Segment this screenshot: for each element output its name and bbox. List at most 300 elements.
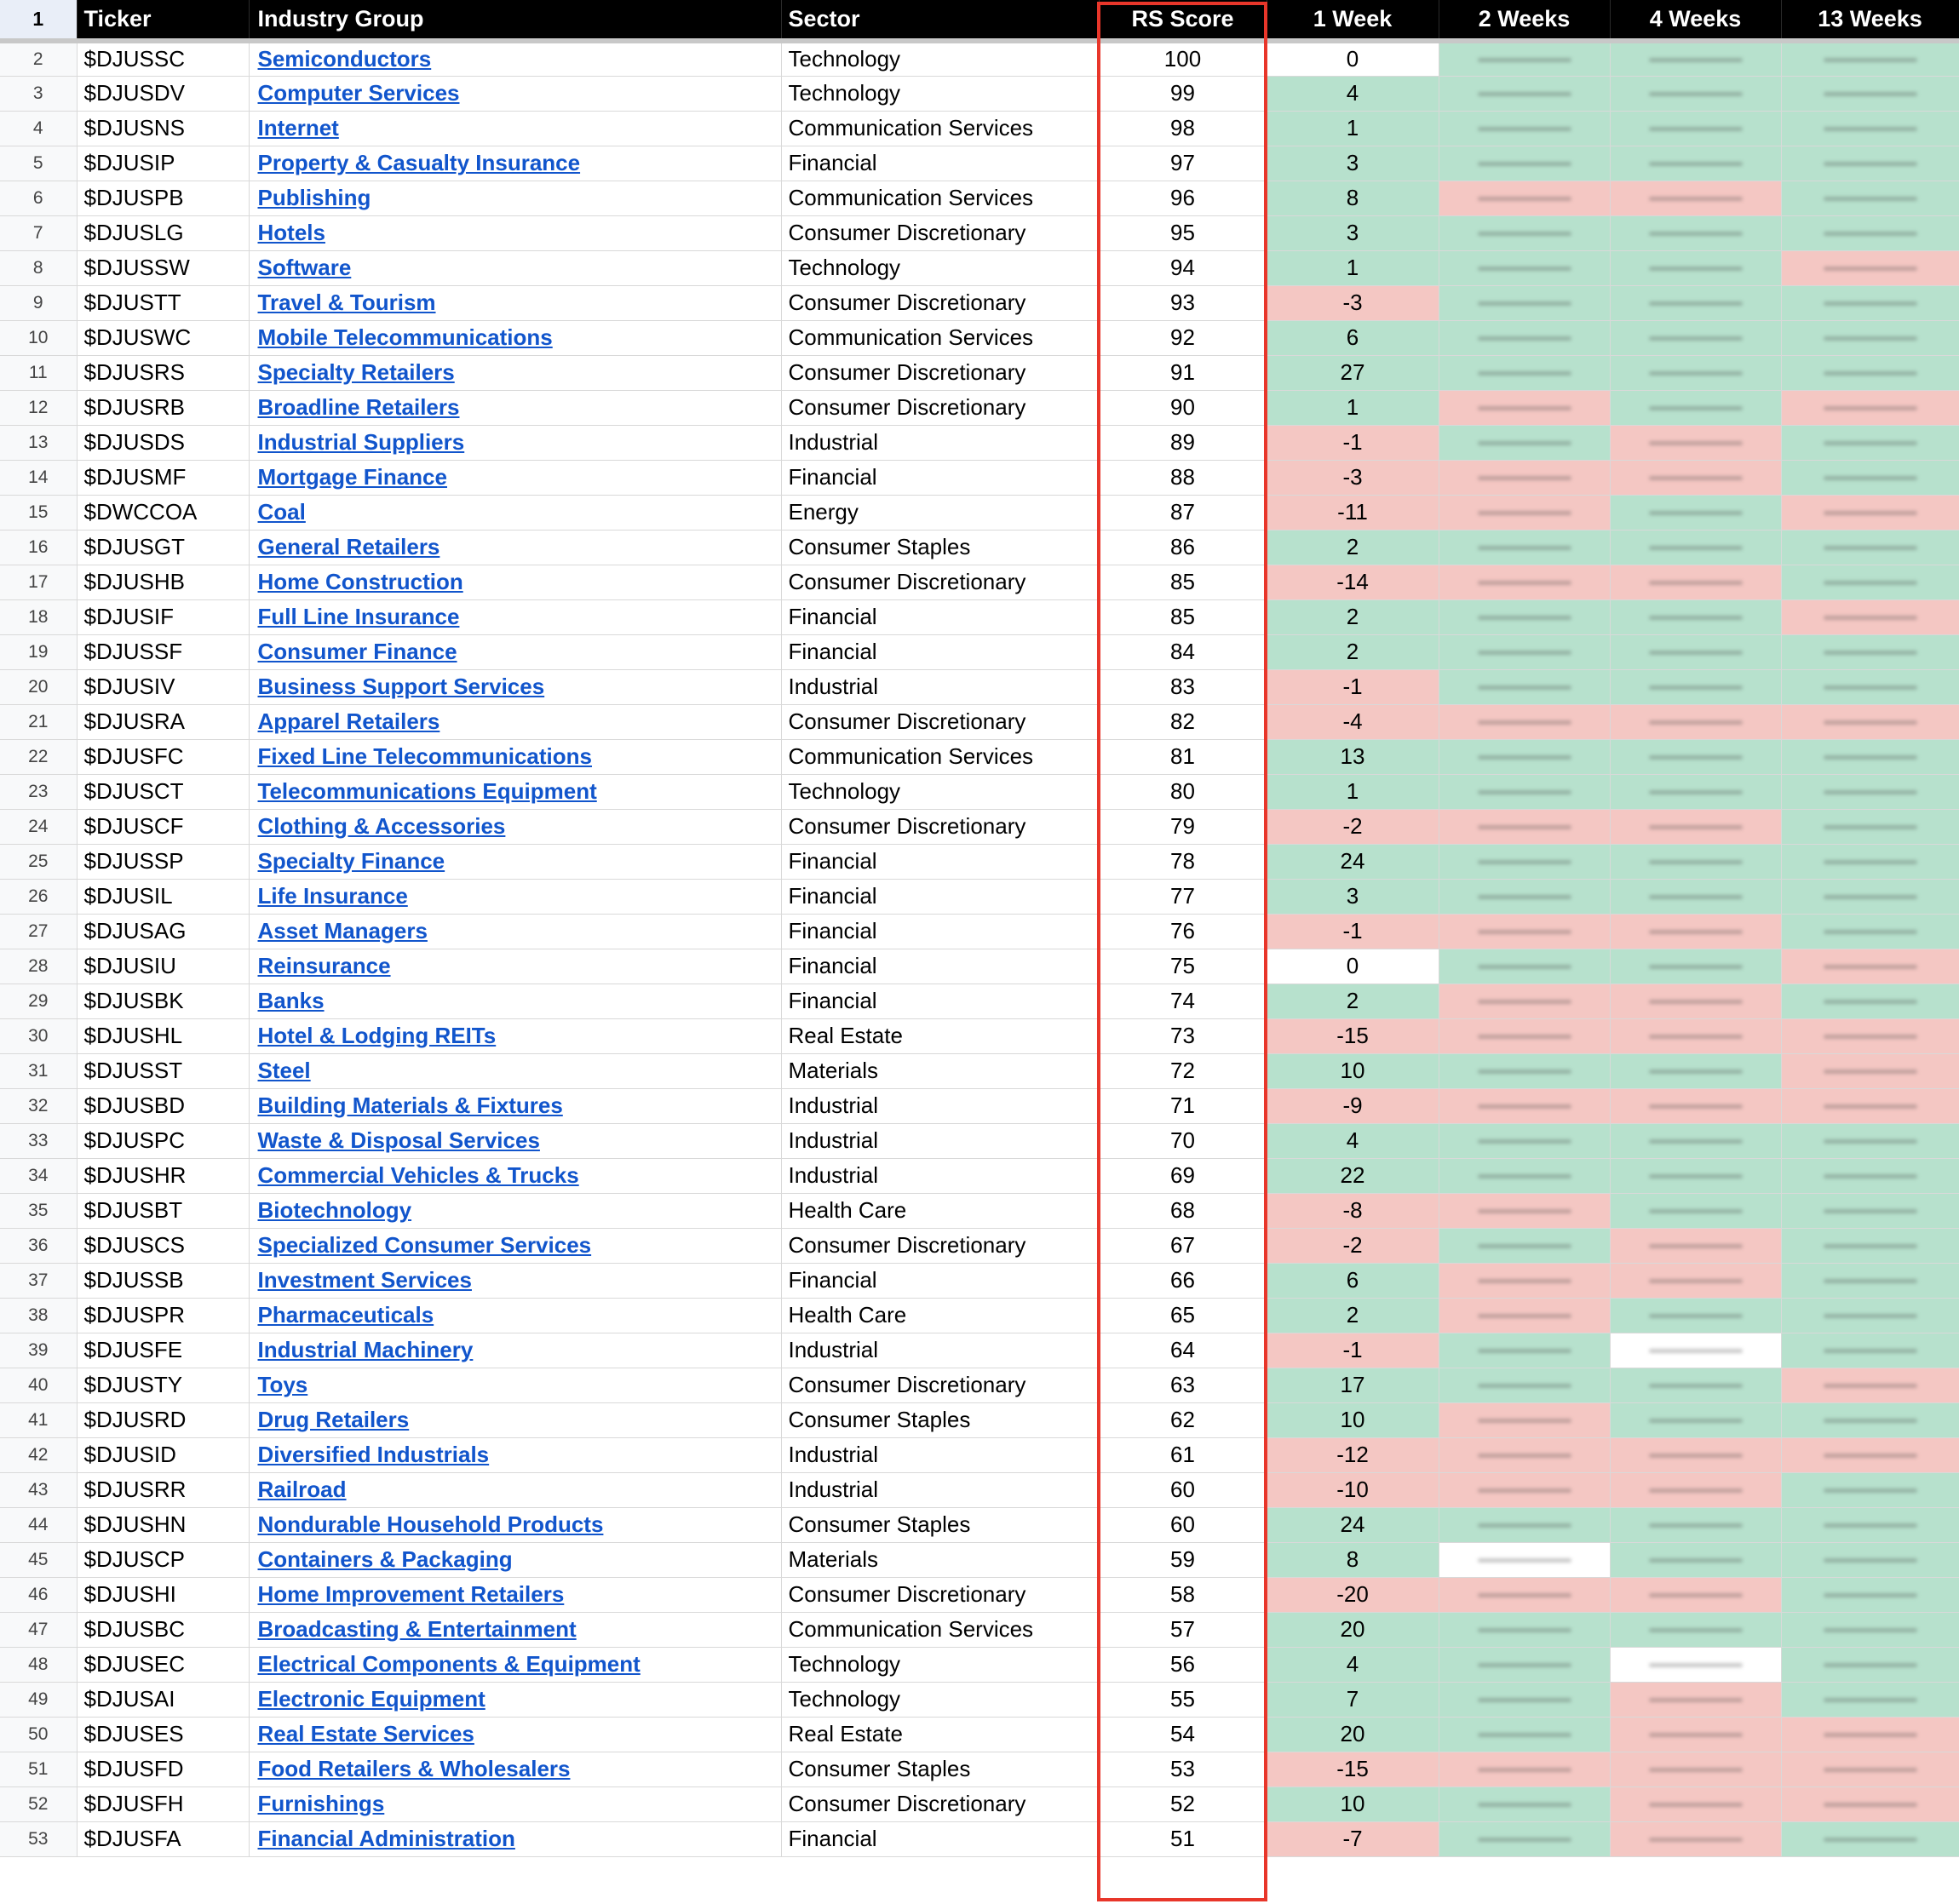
industry-group-link[interactable]: Mobile Telecommunications [257, 324, 553, 350]
table-row[interactable] [0, 355, 1959, 390]
weeks2-change-cell-redacted[interactable] [1439, 215, 1610, 250]
weeks2-change-cell-redacted[interactable] [1439, 984, 1610, 1018]
weeks2-change-cell-redacted[interactable] [1439, 1507, 1610, 1542]
sector-cell[interactable]: Communication Services [781, 1612, 1099, 1647]
weeks13-change-cell-redacted[interactable] [1781, 704, 1959, 739]
weeks4-change-cell-redacted[interactable] [1610, 1507, 1781, 1542]
row-number[interactable]: 36 [0, 1228, 77, 1263]
week1-change-cell[interactable]: 20 [1267, 1717, 1439, 1752]
weeks4-change-cell-redacted[interactable] [1610, 390, 1781, 425]
row-number[interactable]: 2 [0, 41, 77, 76]
weeks2-change-cell-redacted[interactable] [1439, 320, 1610, 355]
sector-cell[interactable]: Financial [781, 599, 1099, 634]
row-number[interactable]: 46 [0, 1577, 77, 1612]
industry-group-cell[interactable] [249, 704, 781, 739]
weeks4-change-cell-redacted[interactable] [1610, 181, 1781, 215]
rs-score-cell[interactable]: 54 [1099, 1717, 1267, 1752]
ticker-cell[interactable]: $DJUSRB [77, 390, 249, 425]
weeks2-change-cell-redacted[interactable] [1439, 1717, 1610, 1752]
weeks2-change-cell-redacted[interactable] [1439, 111, 1610, 146]
weeks2-change-cell-redacted[interactable] [1439, 1193, 1610, 1228]
sector-cell[interactable]: Consumer Discretionary [781, 1228, 1099, 1263]
row-number[interactable]: 20 [0, 669, 77, 704]
week1-change-cell[interactable]: 1 [1267, 250, 1439, 285]
industry-group-cell[interactable] [249, 739, 781, 774]
week1-change-cell[interactable]: 1 [1267, 774, 1439, 809]
rs-score-cell[interactable]: 91 [1099, 355, 1267, 390]
weeks13-change-cell-redacted[interactable] [1781, 1193, 1959, 1228]
industry-group-cell[interactable] [249, 844, 781, 879]
weeks13-change-cell-redacted[interactable] [1781, 1612, 1959, 1647]
week1-change-cell[interactable]: -10 [1267, 1472, 1439, 1507]
sector-cell[interactable]: Technology [781, 41, 1099, 76]
weeks13-change-cell-redacted[interactable] [1781, 390, 1959, 425]
week1-change-cell[interactable]: 3 [1267, 215, 1439, 250]
rs-score-cell[interactable]: 74 [1099, 984, 1267, 1018]
industry-group-link[interactable]: Financial Administration [257, 1826, 515, 1851]
industry-group-cell[interactable] [249, 146, 781, 181]
table-row[interactable] [0, 1437, 1959, 1472]
weeks2-change-cell-redacted[interactable] [1439, 1472, 1610, 1507]
rs-score-cell[interactable]: 92 [1099, 320, 1267, 355]
rs-score-cell[interactable]: 53 [1099, 1752, 1267, 1786]
sector-cell[interactable]: Energy [781, 495, 1099, 530]
week1-change-cell[interactable]: 4 [1267, 1123, 1439, 1158]
weeks13-change-cell-redacted[interactable] [1781, 1577, 1959, 1612]
rs-score-cell[interactable]: 75 [1099, 949, 1267, 984]
rs-score-cell[interactable]: 57 [1099, 1612, 1267, 1647]
rs-score-cell[interactable]: 82 [1099, 704, 1267, 739]
weeks4-change-cell-redacted[interactable] [1610, 41, 1781, 76]
week1-change-cell[interactable]: -8 [1267, 1193, 1439, 1228]
weeks13-change-cell-redacted[interactable] [1781, 1053, 1959, 1088]
weeks4-change-cell-redacted[interactable] [1610, 1333, 1781, 1368]
weeks4-change-cell-redacted[interactable] [1610, 879, 1781, 914]
industry-group-link[interactable]: Biotechnology [257, 1197, 412, 1223]
sector-cell[interactable]: Consumer Discretionary [781, 285, 1099, 320]
table-row[interactable] [0, 41, 1959, 76]
row-number[interactable]: 29 [0, 984, 77, 1018]
weeks4-change-cell-redacted[interactable] [1610, 1437, 1781, 1472]
rs-score-cell[interactable]: 94 [1099, 250, 1267, 285]
rs-score-cell[interactable]: 77 [1099, 879, 1267, 914]
sector-cell[interactable]: Financial [781, 844, 1099, 879]
rs-score-cell[interactable]: 90 [1099, 390, 1267, 425]
sector-cell[interactable]: Industrial [781, 1158, 1099, 1193]
rs-score-cell[interactable]: 61 [1099, 1437, 1267, 1472]
rs-score-cell[interactable]: 60 [1099, 1472, 1267, 1507]
weeks2-change-cell-redacted[interactable] [1439, 634, 1610, 669]
table-row[interactable] [0, 390, 1959, 425]
weeks4-change-cell-redacted[interactable] [1610, 530, 1781, 565]
weeks13-change-cell-redacted[interactable] [1781, 76, 1959, 111]
ticker-cell[interactable]: $DJUSHR [77, 1158, 249, 1193]
rs-score-cell[interactable]: 85 [1099, 565, 1267, 599]
row-number[interactable]: 23 [0, 774, 77, 809]
row-number[interactable]: 42 [0, 1437, 77, 1472]
ticker-cell[interactable]: $DJUSCP [77, 1542, 249, 1577]
row-number[interactable]: 44 [0, 1507, 77, 1542]
week1-change-cell[interactable]: 3 [1267, 879, 1439, 914]
industry-group-link[interactable]: Investment Services [257, 1267, 472, 1293]
ticker-cell[interactable]: $DJUSFE [77, 1333, 249, 1368]
weeks2-change-cell-redacted[interactable] [1439, 1786, 1610, 1821]
weeks13-change-cell-redacted[interactable] [1781, 1228, 1959, 1263]
ticker-cell[interactable]: $DJUSPB [77, 181, 249, 215]
week1-change-cell[interactable]: -11 [1267, 495, 1439, 530]
industry-group-cell[interactable] [249, 1298, 781, 1333]
industry-group-cell[interactable] [249, 1228, 781, 1263]
weeks4-change-cell-redacted[interactable] [1610, 320, 1781, 355]
rs-score-cell[interactable]: 78 [1099, 844, 1267, 879]
ticker-cell[interactable]: $DJUSBK [77, 984, 249, 1018]
sector-cell[interactable]: Financial [781, 460, 1099, 495]
table-row[interactable] [0, 76, 1959, 111]
weeks4-change-cell-redacted[interactable] [1610, 355, 1781, 390]
weeks13-change-cell-redacted[interactable] [1781, 285, 1959, 320]
weeks4-change-cell-redacted[interactable] [1610, 774, 1781, 809]
rs-score-cell[interactable]: 63 [1099, 1368, 1267, 1402]
industry-group-link[interactable]: Specialty Finance [257, 848, 445, 874]
table-row[interactable] [0, 844, 1959, 879]
weeks4-change-cell-redacted[interactable] [1610, 1577, 1781, 1612]
weeks2-change-cell-redacted[interactable] [1439, 1402, 1610, 1437]
row-number[interactable]: 5 [0, 146, 77, 181]
ticker-cell[interactable]: $DJUSRD [77, 1402, 249, 1437]
row-number[interactable]: 4 [0, 111, 77, 146]
ticker-cell[interactable]: $DJUSEC [77, 1647, 249, 1682]
weeks4-change-cell-redacted[interactable] [1610, 285, 1781, 320]
weeks4-change-cell-redacted[interactable] [1610, 111, 1781, 146]
row-number[interactable]: 30 [0, 1018, 77, 1053]
ticker-cell[interactable]: $DJUSES [77, 1717, 249, 1752]
sector-header[interactable]: Sector [781, 0, 1099, 41]
row-number[interactable]: 45 [0, 1542, 77, 1577]
table-row[interactable] [0, 250, 1959, 285]
industry-group-cell[interactable] [249, 984, 781, 1018]
week1-change-cell[interactable]: -2 [1267, 809, 1439, 844]
weeks13-change-cell-redacted[interactable] [1781, 1368, 1959, 1402]
industry-group-cell[interactable] [249, 1472, 781, 1507]
table-row[interactable] [0, 1472, 1959, 1507]
weeks2-change-cell-redacted[interactable] [1439, 809, 1610, 844]
table-row[interactable] [0, 495, 1959, 530]
week1-change-cell[interactable]: 2 [1267, 634, 1439, 669]
rs-score-cell[interactable]: 64 [1099, 1333, 1267, 1368]
week1-change-cell[interactable]: 2 [1267, 984, 1439, 1018]
ticker-cell[interactable]: $DJUSSC [77, 41, 249, 76]
industry-group-cell[interactable] [249, 425, 781, 460]
sector-cell[interactable]: Technology [781, 1682, 1099, 1717]
rs-score-cell[interactable]: 93 [1099, 285, 1267, 320]
sector-cell[interactable]: Technology [781, 76, 1099, 111]
rs-score-cell[interactable]: 87 [1099, 495, 1267, 530]
weeks2-change-cell-redacted[interactable] [1439, 250, 1610, 285]
row-number[interactable]: 33 [0, 1123, 77, 1158]
weeks13-change-cell-redacted[interactable] [1781, 1123, 1959, 1158]
weeks4-change-cell-redacted[interactable] [1610, 1542, 1781, 1577]
week1-change-cell[interactable]: -12 [1267, 1437, 1439, 1472]
sector-cell[interactable]: Industrial [781, 1088, 1099, 1123]
row-number-header[interactable]: 1 [0, 0, 77, 41]
table-row[interactable] [0, 1542, 1959, 1577]
weeks4-change-cell-redacted[interactable] [1610, 1228, 1781, 1263]
table-row[interactable] [0, 1123, 1959, 1158]
industry-group-link[interactable]: Home Improvement Retailers [257, 1581, 565, 1607]
rs-score-cell[interactable]: 97 [1099, 146, 1267, 181]
weeks13-change-cell-redacted[interactable] [1781, 599, 1959, 634]
weeks4-change-cell-redacted[interactable] [1610, 1752, 1781, 1786]
industry-group-cell[interactable] [249, 1821, 781, 1856]
table-row[interactable] [0, 1193, 1959, 1228]
week1-change-cell[interactable]: 0 [1267, 949, 1439, 984]
industry-group-cell[interactable] [249, 599, 781, 634]
weeks2-change-cell-redacted[interactable] [1439, 669, 1610, 704]
rs-score-cell[interactable]: 83 [1099, 669, 1267, 704]
row-number[interactable]: 13 [0, 425, 77, 460]
table-row[interactable] [0, 1402, 1959, 1437]
weeks13-change-cell-redacted[interactable] [1781, 530, 1959, 565]
weeks13-change-cell-redacted[interactable] [1781, 565, 1959, 599]
week1-change-cell[interactable]: 4 [1267, 1647, 1439, 1682]
weeks13-change-cell-redacted[interactable] [1781, 320, 1959, 355]
weeks4-change-cell-redacted[interactable] [1610, 1263, 1781, 1298]
industry-group-link[interactable]: Computer Services [257, 80, 460, 106]
weeks13-change-cell-redacted[interactable] [1781, 1507, 1959, 1542]
row-number[interactable]: 52 [0, 1786, 77, 1821]
weeks4-change-cell-redacted[interactable] [1610, 1821, 1781, 1856]
weeks2-change-cell-redacted[interactable] [1439, 1752, 1610, 1786]
industry-group-link[interactable]: Fixed Line Telecommunications [257, 743, 592, 769]
rs-score-cell[interactable]: 58 [1099, 1577, 1267, 1612]
sector-cell[interactable]: Communication Services [781, 320, 1099, 355]
weeks4-change-cell-redacted[interactable] [1610, 669, 1781, 704]
industry-group-cell[interactable] [249, 460, 781, 495]
table-row[interactable] [0, 215, 1959, 250]
ticker-cell[interactable]: $DJUSHN [77, 1507, 249, 1542]
industry-group-link[interactable]: Real Estate Services [257, 1721, 474, 1746]
industry-group-cell[interactable] [249, 285, 781, 320]
week1-change-cell[interactable]: 6 [1267, 320, 1439, 355]
rs-score-cell[interactable]: 79 [1099, 809, 1267, 844]
rs-score-cell[interactable]: 52 [1099, 1786, 1267, 1821]
weeks4-change-cell-redacted[interactable] [1610, 1472, 1781, 1507]
weeks13-change-cell-redacted[interactable] [1781, 1018, 1959, 1053]
industry-group-link[interactable]: Hotels [257, 220, 325, 245]
week1-change-cell[interactable]: -3 [1267, 460, 1439, 495]
weeks4-change-cell-redacted[interactable] [1610, 1786, 1781, 1821]
industry-group-link[interactable]: Travel & Tourism [257, 290, 436, 315]
weeks13-change-cell-redacted[interactable] [1781, 1647, 1959, 1682]
table-row[interactable] [0, 1333, 1959, 1368]
week1-change-cell[interactable]: 1 [1267, 111, 1439, 146]
industry-group-cell[interactable] [249, 1647, 781, 1682]
weeks13-change-cell-redacted[interactable] [1781, 1752, 1959, 1786]
ticker-cell[interactable]: $DJUSIL [77, 879, 249, 914]
rs-score-cell[interactable]: 96 [1099, 181, 1267, 215]
industry-group-link[interactable]: Consumer Finance [257, 639, 457, 664]
table-row[interactable] [0, 1717, 1959, 1752]
ticker-cell[interactable]: $DJUSSP [77, 844, 249, 879]
rs-score-cell[interactable]: 84 [1099, 634, 1267, 669]
industry-group-link[interactable]: Broadline Retailers [257, 394, 460, 420]
weeks4-change-cell-redacted[interactable] [1610, 1193, 1781, 1228]
sector-cell[interactable]: Communication Services [781, 181, 1099, 215]
ticker-cell[interactable]: $DJUSIF [77, 599, 249, 634]
sector-cell[interactable]: Consumer Discretionary [781, 355, 1099, 390]
industry-group-cell[interactable] [249, 1263, 781, 1298]
week1-change-cell[interactable]: -3 [1267, 285, 1439, 320]
rs-score-cell[interactable]: 55 [1099, 1682, 1267, 1717]
week1-change-cell[interactable]: -2 [1267, 1228, 1439, 1263]
table-row[interactable] [0, 1752, 1959, 1786]
industry-group-link[interactable]: Steel [257, 1058, 311, 1083]
table-row[interactable] [0, 1053, 1959, 1088]
table-row[interactable] [0, 809, 1959, 844]
weeks4-change-cell-redacted[interactable] [1610, 914, 1781, 949]
industry-group-link[interactable]: Building Materials & Fixtures [257, 1093, 563, 1118]
week1-change-cell[interactable]: 8 [1267, 181, 1439, 215]
row-number[interactable]: 10 [0, 320, 77, 355]
weeks13-change-cell-redacted[interactable] [1781, 215, 1959, 250]
weeks13-change-cell-redacted[interactable] [1781, 1821, 1959, 1856]
weeks4-change-cell-redacted[interactable] [1610, 704, 1781, 739]
industry-group-cell[interactable] [249, 1123, 781, 1158]
row-number[interactable]: 17 [0, 565, 77, 599]
ticker-cell[interactable]: $DJUSPR [77, 1298, 249, 1333]
weeks4-change-cell-redacted[interactable] [1610, 1717, 1781, 1752]
industry-group-cell[interactable] [249, 1542, 781, 1577]
row-number[interactable]: 14 [0, 460, 77, 495]
row-number[interactable]: 8 [0, 250, 77, 285]
weeks2-change-cell-redacted[interactable] [1439, 495, 1610, 530]
ticker-cell[interactable]: $DJUSST [77, 1053, 249, 1088]
week1-change-cell[interactable]: -7 [1267, 1821, 1439, 1856]
rs-score-cell[interactable]: 51 [1099, 1821, 1267, 1856]
weeks2-change-cell-redacted[interactable] [1439, 704, 1610, 739]
industry-group-cell[interactable] [249, 1507, 781, 1542]
industry-group-link[interactable]: Industrial Suppliers [257, 429, 465, 455]
industry-group-link[interactable]: Industrial Machinery [257, 1337, 474, 1362]
ticker-cell[interactable]: $DJUSRS [77, 355, 249, 390]
industry-group-cell[interactable] [249, 1752, 781, 1786]
weeks4-change-cell-redacted[interactable] [1610, 1123, 1781, 1158]
week1-change-cell[interactable]: 13 [1267, 739, 1439, 774]
rs-score-cell[interactable]: 86 [1099, 530, 1267, 565]
weeks2-change-cell-redacted[interactable] [1439, 1612, 1610, 1647]
weeks13-change-cell-redacted[interactable] [1781, 495, 1959, 530]
weeks13-change-cell-redacted[interactable] [1781, 111, 1959, 146]
weeks13-change-cell-redacted[interactable] [1781, 634, 1959, 669]
week1-change-cell[interactable]: 20 [1267, 1612, 1439, 1647]
table-row[interactable] [0, 460, 1959, 495]
ticker-cell[interactable]: $DJUSDV [77, 76, 249, 111]
weeks2-change-cell-redacted[interactable] [1439, 844, 1610, 879]
weeks2-change-cell-redacted[interactable] [1439, 460, 1610, 495]
weeks4-header[interactable]: 4 Weeks [1610, 0, 1781, 41]
ticker-cell[interactable]: $DJUSWC [77, 320, 249, 355]
week1-change-cell[interactable]: 4 [1267, 76, 1439, 111]
ticker-cell[interactable]: $DJUSAI [77, 1682, 249, 1717]
ticker-cell[interactable]: $DJUSHL [77, 1018, 249, 1053]
weeks13-change-cell-redacted[interactable] [1781, 1298, 1959, 1333]
rs-score-cell[interactable]: 69 [1099, 1158, 1267, 1193]
row-number[interactable]: 48 [0, 1647, 77, 1682]
table-row[interactable] [0, 530, 1959, 565]
week1-change-cell[interactable]: 10 [1267, 1053, 1439, 1088]
row-number[interactable]: 11 [0, 355, 77, 390]
table-row[interactable] [0, 774, 1959, 809]
table-row[interactable] [0, 1018, 1959, 1053]
weeks2-change-cell-redacted[interactable] [1439, 390, 1610, 425]
week1-change-cell[interactable]: 27 [1267, 355, 1439, 390]
row-number[interactable]: 22 [0, 739, 77, 774]
weeks2-change-cell-redacted[interactable] [1439, 1647, 1610, 1682]
weeks13-change-cell-redacted[interactable] [1781, 949, 1959, 984]
weeks13-change-cell-redacted[interactable] [1781, 1472, 1959, 1507]
rs-score-cell[interactable]: 88 [1099, 460, 1267, 495]
ticker-cell[interactable]: $DJUSTY [77, 1368, 249, 1402]
industry-group-cell[interactable] [249, 1612, 781, 1647]
sector-cell[interactable]: Industrial [781, 1123, 1099, 1158]
weeks2-change-cell-redacted[interactable] [1439, 1821, 1610, 1856]
weeks13-change-cell-redacted[interactable] [1781, 1088, 1959, 1123]
sector-cell[interactable]: Real Estate [781, 1018, 1099, 1053]
sector-cell[interactable]: Financial [781, 146, 1099, 181]
row-number[interactable]: 32 [0, 1088, 77, 1123]
industry-group-link[interactable]: Mortgage Finance [257, 464, 447, 490]
row-number[interactable]: 53 [0, 1821, 77, 1856]
sector-cell[interactable]: Financial [781, 879, 1099, 914]
weeks4-change-cell-redacted[interactable] [1610, 250, 1781, 285]
sector-cell[interactable]: Industrial [781, 669, 1099, 704]
table-row[interactable] [0, 285, 1959, 320]
weeks2-change-cell-redacted[interactable] [1439, 425, 1610, 460]
rs-score-cell[interactable]: 66 [1099, 1263, 1267, 1298]
row-number[interactable]: 34 [0, 1158, 77, 1193]
sector-cell[interactable]: Industrial [781, 425, 1099, 460]
sector-cell[interactable]: Consumer Discretionary [781, 215, 1099, 250]
week1-change-cell[interactable]: -1 [1267, 914, 1439, 949]
weeks13-change-cell-redacted[interactable] [1781, 1717, 1959, 1752]
sector-cell[interactable]: Materials [781, 1542, 1099, 1577]
ticker-cell[interactable]: $DJUSFD [77, 1752, 249, 1786]
industry-group-cell[interactable] [249, 1717, 781, 1752]
row-number[interactable]: 39 [0, 1333, 77, 1368]
industry-group-link[interactable]: Publishing [257, 185, 371, 210]
weeks13-change-cell-redacted[interactable] [1781, 669, 1959, 704]
week1-change-cell[interactable]: -15 [1267, 1018, 1439, 1053]
sector-cell[interactable]: Financial [781, 914, 1099, 949]
weeks2-change-cell-redacted[interactable] [1439, 1333, 1610, 1368]
ticker-cell[interactable]: $DJUSIP [77, 146, 249, 181]
weeks2-change-cell-redacted[interactable] [1439, 355, 1610, 390]
industry-group-header[interactable]: Industry Group [249, 0, 781, 41]
industry-group-cell[interactable] [249, 1786, 781, 1821]
table-row[interactable] [0, 565, 1959, 599]
industry-group-cell[interactable] [249, 530, 781, 565]
rs-score-cell[interactable]: 68 [1099, 1193, 1267, 1228]
sector-cell[interactable]: Consumer Staples [781, 1752, 1099, 1786]
weeks2-header[interactable]: 2 Weeks [1439, 0, 1610, 41]
table-row[interactable] [0, 1682, 1959, 1717]
industry-group-link[interactable]: Commercial Vehicles & Trucks [257, 1162, 579, 1188]
industry-group-cell[interactable] [249, 809, 781, 844]
weeks4-change-cell-redacted[interactable] [1610, 1298, 1781, 1333]
ticker-cell[interactable]: $DJUSRA [77, 704, 249, 739]
industry-group-link[interactable]: Drug Retailers [257, 1407, 410, 1432]
week1-header[interactable]: 1 Week [1267, 0, 1439, 41]
